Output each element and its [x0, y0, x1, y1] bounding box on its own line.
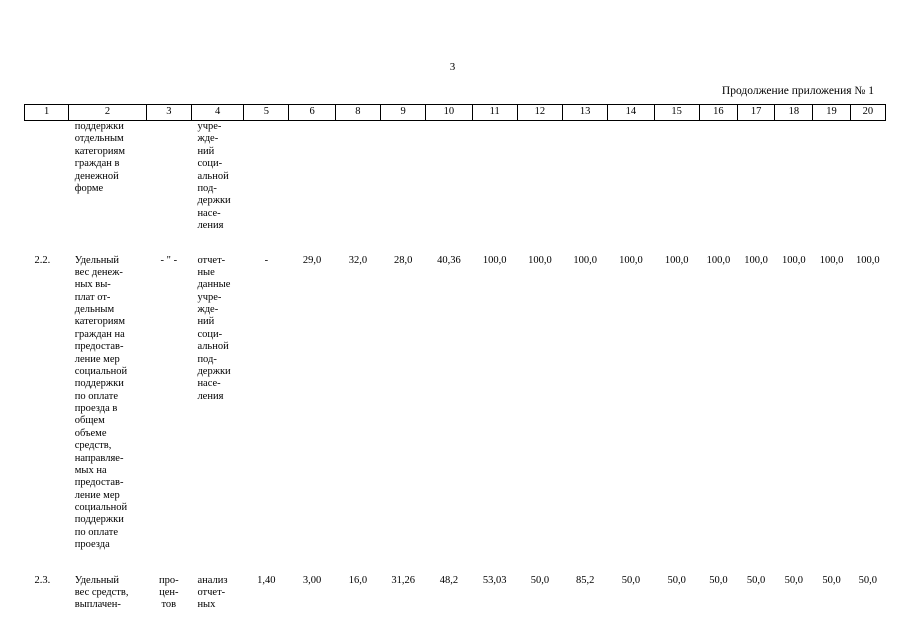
table-cell: 50,0: [746, 574, 766, 586]
table-cell: 50,0: [667, 574, 686, 586]
table-cell: 2.3.: [34, 574, 51, 586]
table-cell: 100,0: [664, 254, 689, 266]
table-cell: 28,0: [393, 254, 413, 266]
table-cell: [654, 121, 699, 249]
table-cell: 31,26: [391, 574, 415, 586]
header-row: [25, 105, 886, 121]
table-cell: [517, 121, 562, 249]
column-header: 3: [146, 105, 191, 121]
table-cell: анализ отчет- ных: [197, 574, 228, 611]
table-cell: про- цен- тов: [159, 574, 179, 611]
table-cell: 50,0: [709, 574, 728, 586]
table-cell: 50,0: [530, 574, 550, 586]
table-cell: 100,0: [573, 254, 597, 266]
table-cell: [563, 121, 608, 249]
column-header: 2: [69, 105, 146, 121]
column-header: 6: [289, 105, 335, 121]
column-header: 19: [813, 105, 850, 121]
table-cell: 2.2.: [34, 254, 51, 266]
column-header: 1: [25, 105, 69, 121]
table-cell: -: [264, 254, 269, 266]
table-cell: - " -: [160, 254, 178, 266]
table-cell: 32,0: [348, 254, 368, 266]
table-cell: 50,0: [858, 574, 877, 586]
table-cell: [738, 121, 775, 249]
table-cell: [775, 121, 813, 249]
table-cell: 100,0: [528, 254, 552, 266]
column-header: 4: [191, 105, 243, 121]
table-row: [25, 121, 886, 249]
table-row: [25, 249, 886, 569]
column-header: 16: [699, 105, 737, 121]
table-cell: [850, 121, 885, 249]
table-cell: 100,0: [856, 254, 880, 266]
table-cell: 29,0: [302, 254, 322, 266]
table-cell: [608, 121, 654, 249]
table-cell: [289, 121, 335, 249]
table-cell: 50,0: [784, 574, 803, 586]
column-header: 9: [381, 105, 426, 121]
column-header: 5: [244, 105, 289, 121]
table-cell: 1,40: [257, 574, 276, 586]
column-header: 18: [775, 105, 813, 121]
table-cell: 53,03: [482, 574, 507, 586]
table-cell: Удельный вес средств, выплачен-: [74, 574, 129, 611]
table-cell: [426, 121, 472, 249]
table-cell: [381, 121, 426, 249]
table-cell: 100,0: [706, 254, 731, 266]
column-header: 20: [850, 105, 885, 121]
table-cell: [335, 121, 380, 249]
table-cell: 100,0: [482, 254, 507, 266]
table-cell: поддержки отдельным категориям граждан в денежной форме: [74, 121, 125, 194]
table-cell: Удельный вес денеж- ных вы- плат от- дельным категориям граждан на предостав- ление мер социальной поддержки по оплате проезда в общем объеме средств, направляе- мых на предостав- ление мер социальной поддержки по оплате проезда: [74, 254, 128, 551]
table-cell: 48,2: [439, 574, 459, 586]
page-number: 3: [449, 61, 456, 73]
table-cell: учре- жде- ний соци- альной под- держки насе- ления: [197, 121, 231, 231]
table-cell: 100,0: [782, 254, 806, 266]
table-body: [25, 121, 886, 619]
column-header: 17: [738, 105, 775, 121]
column-header: 8: [335, 105, 380, 121]
column-header: 10: [426, 105, 472, 121]
table-cell: [244, 121, 289, 249]
table-cell: 3,00: [302, 574, 322, 586]
table-cell: [25, 121, 69, 249]
appendix-continuation-note: Продолжение приложения № 1: [721, 85, 874, 97]
column-header: 14: [608, 105, 654, 121]
table-cell: [699, 121, 737, 249]
column-header: 11: [472, 105, 517, 121]
table-cell: 16,0: [348, 574, 368, 586]
indicators-table: [24, 104, 886, 619]
table-cell: [146, 121, 191, 249]
table-cell: 100,0: [744, 254, 768, 266]
column-header: 12: [517, 105, 562, 121]
column-header: 15: [654, 105, 699, 121]
table-row: [25, 569, 886, 619]
table-cell: 100,0: [819, 254, 844, 266]
table-cell: 40,36: [437, 254, 461, 266]
table-cell: 50,0: [621, 574, 641, 586]
table-cell: 100,0: [619, 254, 643, 266]
table-cell: отчет- ные данные учре- жде- ний соци- альной под- держки насе- ления: [197, 254, 231, 402]
table-cell: [813, 121, 850, 249]
column-header: 13: [563, 105, 608, 121]
table-cell: [472, 121, 517, 249]
table-cell: 50,0: [822, 574, 841, 586]
table-cell: 85,2: [575, 574, 595, 586]
